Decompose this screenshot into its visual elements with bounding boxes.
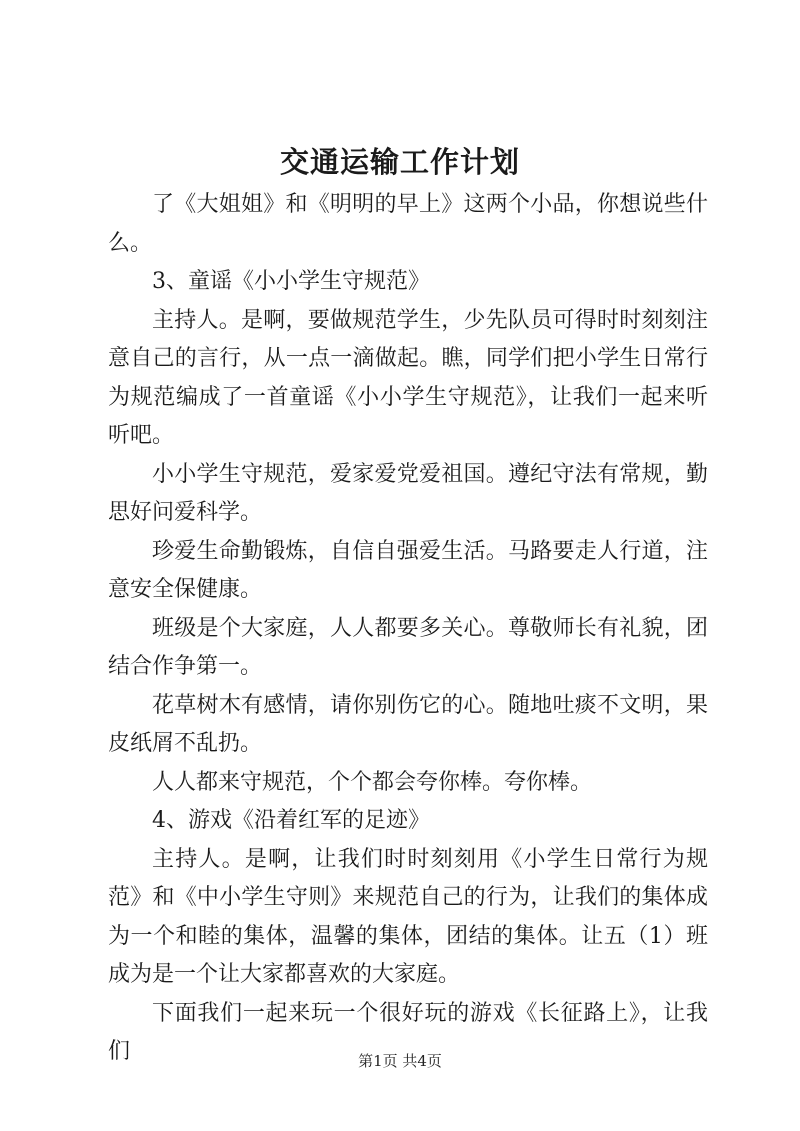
paragraph: 主持人。是啊，让我们时时刻刻用《小学生日常行为规范》和《中小学生守则》来规范自己的行为，让我们的集体成为一个和睦的集体，温馨的集体，团结的集体。让五（1）班成为是一个让大家都喜欢的大家庭。 [108,846,708,987]
rhyme-verse: 班级是个大家庭，人人都要多关心。尊敬师长有礼貌，团结合作争第一。 [108,615,708,679]
rhyme-verse: 人人都来守规范，个个都会夸你棒。夸你棒。 [152,769,593,795]
document-title: 交通运输工作计划 [279,145,520,179]
paragraph: 主持人。是啊，要做规范学生，少先队员可得时时刻刻注意自己的言行，从一点一滴做起。瞧，同学们把小学生日常行为规范编成了一首童谣《小小学生守规范》，让我们一起来听听吧。 [108,307,708,448]
paragraph: 下面我们一起来玩一个很好玩的游戏《长征路上》，让我们 [108,1000,708,1064]
rhyme-verse: 花草树木有感情，请你别伤它的心。随地吐痰不文明，果皮纸屑不乱扔。 [108,692,708,756]
section-heading-3: 3、童谣《小小学生守规范》 [152,269,430,294]
section-heading-4: 4、游戏《沿着红军的足迹》 [152,808,430,833]
paragraph: 了《大姐姐》和《明明的早上》这两个小品，你想说些什么。 [108,192,708,256]
document-body [108,186,708,1072]
rhyme-verse: 珍爱生命勤锻炼，自信自强爱生活。马路要走人行道，注意安全保健康。 [108,538,708,602]
rhyme-verse: 小小学生守规范，爱家爱党爱祖国。遵纪守法有常规，勤思好问爱科学。 [108,461,708,525]
page-number-footer: 第1页 共4页 [358,1052,442,1070]
